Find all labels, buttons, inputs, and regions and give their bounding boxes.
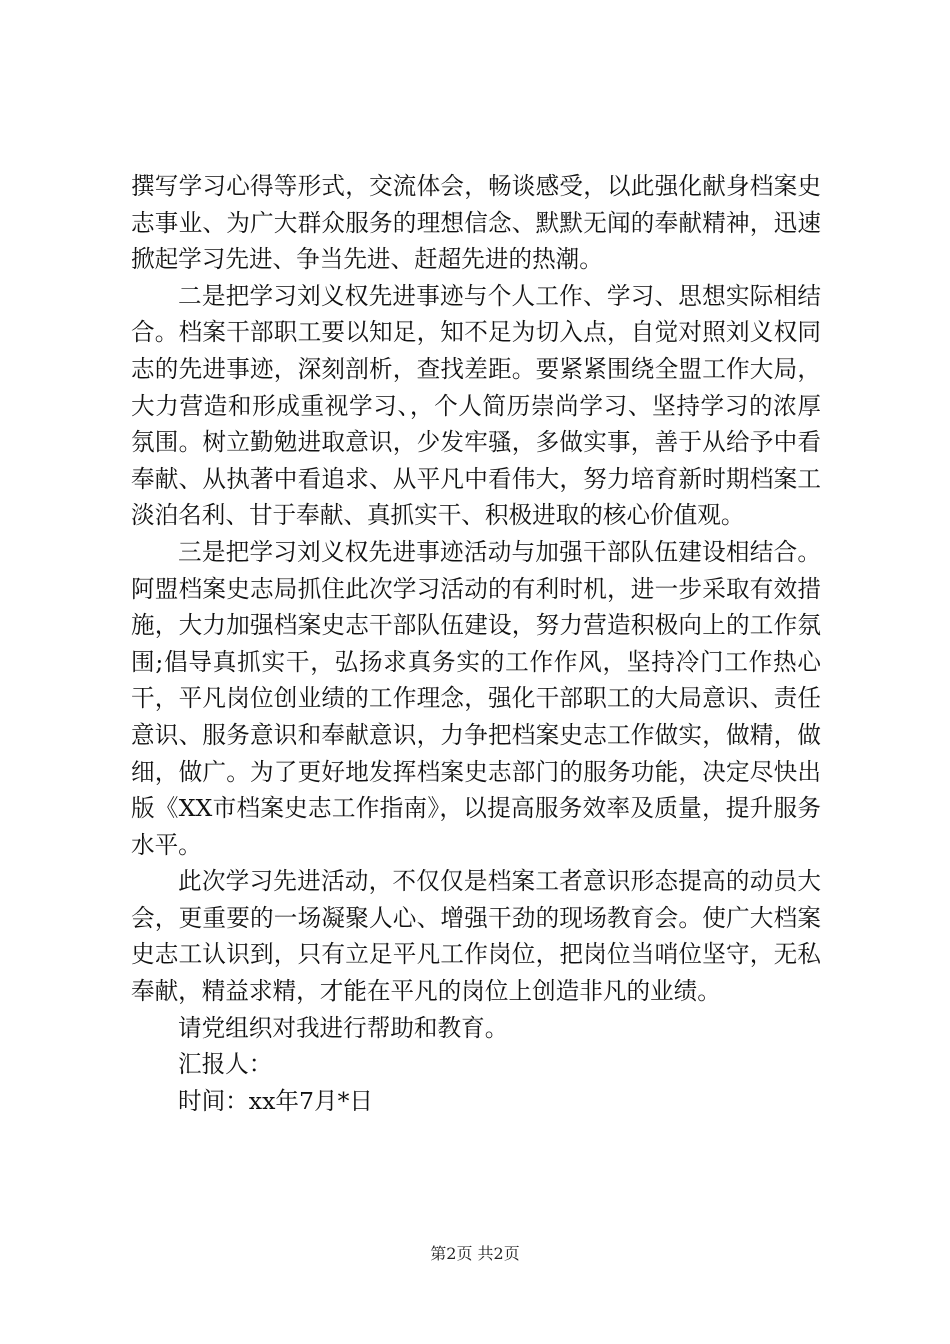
paragraph-four: 此次学习先进活动，不仅仅是档案工者意识形态提高的动员大会，更重要的一场凝聚人心、增强干劲的现场教育会。使广大档案史志工认识到，只有立足平凡工作岗位，把岗位当哨位坚守，无私奉献，精益求精，才能在平凡的岗位上创造非凡的业绩。	[131, 867, 821, 1006]
date-line: 时间：xx年7月*日	[178, 1086, 373, 1115]
page-footer: 第2页 共2页	[430, 1244, 520, 1263]
document-body	[131, 168, 821, 1119]
request-line: 请党组织对我进行帮助和教育。	[178, 1013, 509, 1042]
paragraph-continuation: 撰写学习心得等形式，交流体会，畅谈感受，以此强化献身档案史志事业、为广大群众服务的理想信念、默默无闻的奉献精神，迅速掀起学习先进、争当先进、赶超先进的热潮。	[131, 172, 821, 274]
paragraph-three: 三是把学习刘义权先进事迹活动与加强干部队伍建设相结合。阿盟档案史志局抓住此次学习活动的有利时机，进一步采取有效措施，大力加强档案史志干部队伍建设，努力营造积极向上的工作氛围;倡导真抓实干，弘扬求真务实的工作作风，坚持冷门工作热心干，平凡岗位创业绩的工作理念，强化干部职工的大局意识、责任意识、服务意识和奉献意识，力争把档案史志工作做实，做精，做细，做广。为了更好地发挥档案史志部门的服务功能，决定尽快出版《XX市档案史志工作指南》，以提高服务效率及质量，提升服务水平。	[131, 537, 821, 859]
reporter-line: 汇报人：	[178, 1050, 273, 1079]
paragraph-two: 二是把学习刘义权先进事迹与个人工作、学习、思想实际相结合。档案干部职工要以知足，知不足为切入点，自觉对照刘义权同志的先进事迹，深刻剖析，查找差距。要紧紧围绕全盟工作大局，大力营造和形成重视学习、，个人简历崇尚学习、坚持学习的浓厚氛围。树立勤勉进取意识，少发牢骚，多做实事，善于从给予中看奉献、从执著中看追求、从平凡中看伟大，努力培育新时期档案工淡泊名利、甘于奉献、真抓实干、积极进取的核心价值观。	[131, 281, 821, 530]
